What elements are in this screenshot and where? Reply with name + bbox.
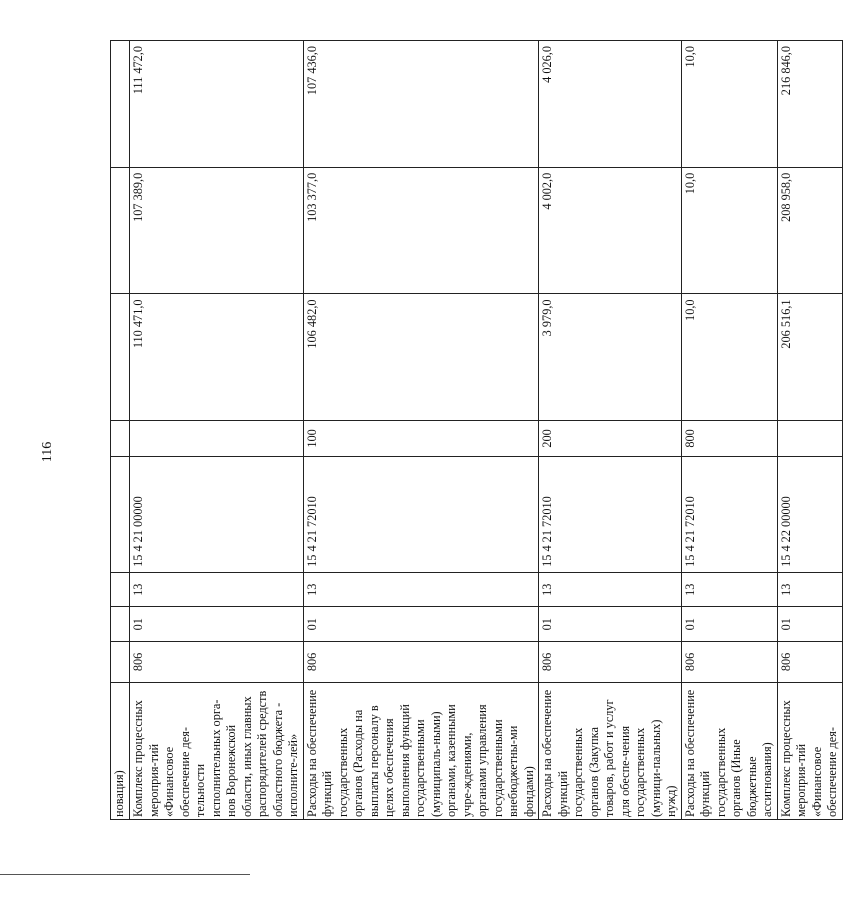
- cell-value-2: 4 002,0: [539, 167, 682, 294]
- cell-vr: [111, 421, 130, 457]
- cell-rz: 01: [130, 607, 304, 642]
- cell-cs: 15 4 22 00000: [777, 456, 842, 572]
- cell-name: Расходы на обеспечение функций государственных органов (Расходы на выплаты персоналу в целях обеспечения выполнения функций государственными (муниципаль-ными) органами, казенными учре-ждениями, органами управления государственными внебюджетны-ми фондами): [303, 682, 539, 819]
- cell-name: Расходы на обеспечение функций государственных органов (Закупка товаров, работ и услуг для обеспе-чения государственных (муници-пальных) нужд): [539, 682, 682, 819]
- table-row: [777, 41, 842, 820]
- cell-gr: 806: [130, 642, 304, 683]
- cell-vr: 200: [539, 421, 682, 457]
- cell-rz: [111, 607, 130, 642]
- table-row: [681, 41, 777, 820]
- cell-value-1: 106 482,0: [303, 294, 539, 421]
- cell-name: Комплекс процессных мероприя-тий «Финансовое обеспечение дея-тельности исполнительных орга-нов Воронежской области, иных главных распорядителей средств областного бюджета - исполните-лей»: [130, 682, 304, 819]
- cell-value-3: 10,0: [681, 41, 777, 168]
- table-row: [111, 41, 130, 820]
- cell-rz: 01: [681, 607, 777, 642]
- cell-pr: 13: [681, 572, 777, 607]
- cell-rz: 01: [303, 607, 539, 642]
- cell-pr: 13: [539, 572, 682, 607]
- cell-pr: [111, 572, 130, 607]
- cell-value-2: [111, 167, 130, 294]
- cell-pr: 13: [130, 572, 304, 607]
- cell-name: Расходы на обеспечение функций государственных органов (Иные бюджетные ассигнования): [681, 682, 777, 819]
- cell-cs: 15 4 21 00000: [130, 456, 304, 572]
- cell-value-2: 103 377,0: [303, 167, 539, 294]
- cell-rz: 01: [539, 607, 682, 642]
- budget-table-rotated: [110, 40, 839, 820]
- cell-value-2: 208 958,0: [777, 167, 842, 294]
- cell-pr: 13: [777, 572, 842, 607]
- cell-vr: 800: [681, 421, 777, 457]
- cell-value-2: 10,0: [681, 167, 777, 294]
- cell-value-1: 206 516,1: [777, 294, 842, 421]
- cell-value-1: 3 979,0: [539, 294, 682, 421]
- table-row: [303, 41, 539, 820]
- cell-pr: 13: [303, 572, 539, 607]
- cell-vr: 100: [303, 421, 539, 457]
- cell-gr: 806: [681, 642, 777, 683]
- budget-table: [110, 40, 843, 820]
- footer-rule: [0, 874, 250, 875]
- cell-cs: 15 4 21 72010: [303, 456, 539, 572]
- cell-value-3: 4 026,0: [539, 41, 682, 168]
- cell-cs: 15 4 21 72010: [539, 456, 682, 572]
- cell-vr: [777, 421, 842, 457]
- cell-gr: 806: [777, 642, 842, 683]
- cell-name: Комплекс процессных мероприя-тий «Финансовое обеспечение дея-: [777, 682, 842, 819]
- cell-gr: 806: [539, 642, 682, 683]
- table-row: [130, 41, 304, 820]
- cell-value-3: 216 846,0: [777, 41, 842, 168]
- cell-gr: 806: [303, 642, 539, 683]
- cell-value-1: [111, 294, 130, 421]
- table-row: [539, 41, 682, 820]
- cell-cs: [111, 456, 130, 572]
- cell-value-2: 107 389,0: [130, 167, 304, 294]
- cell-vr: [130, 421, 304, 457]
- cell-rz: 01: [777, 607, 842, 642]
- cell-value-3: 111 472,0: [130, 41, 304, 168]
- page-number: 116: [40, 441, 56, 463]
- cell-value-3: [111, 41, 130, 168]
- cell-value-3: 107 436,0: [303, 41, 539, 168]
- cell-name: новация): [111, 682, 130, 819]
- cell-value-1: 110 471,0: [130, 294, 304, 421]
- cell-gr: [111, 642, 130, 683]
- cell-cs: 15 4 21 72010: [681, 456, 777, 572]
- cell-value-1: 10,0: [681, 294, 777, 421]
